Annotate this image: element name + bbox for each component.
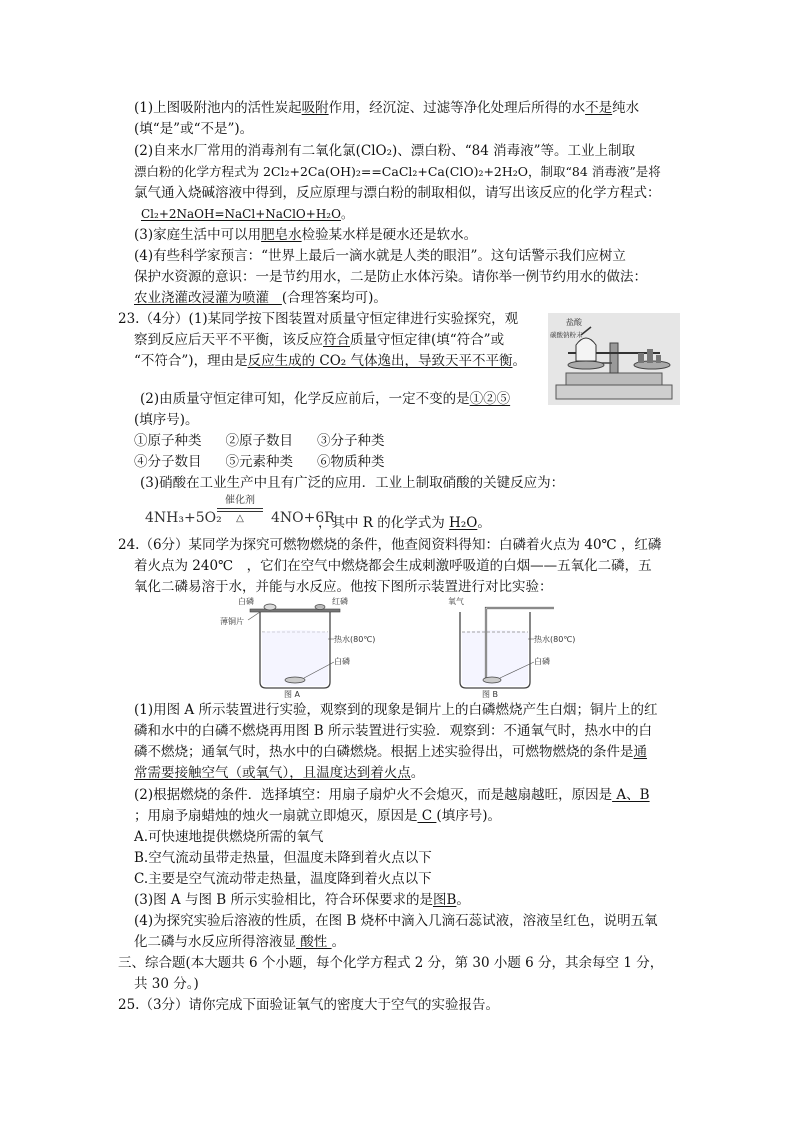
catalyst-label: 催化剂 — [225, 495, 255, 506]
q24-part1-line3: 磷不燃烧；通氧气时，热水中的白磷燃烧。根据上述实验得出，可燃物燃烧的条件是通 — [134, 744, 647, 760]
svg-text:红磷: 红磷 — [332, 597, 348, 606]
q24-part1-line4: 常需要接触空气（或氧气），且温度达到着火点。 — [134, 765, 425, 781]
svg-text:白磷: 白磷 — [334, 657, 350, 666]
section-3-heading-line1: 三、综合题(本大题共 6 个小题，每个化学方程式 2 分，第 30 小题 6 分，其余每空 1 分， — [118, 955, 664, 971]
answer: H₂O — [449, 515, 478, 531]
svg-text:白磷: 白磷 — [238, 597, 254, 606]
answer: C — [417, 808, 437, 824]
q25-line1: 25.（3分）请你完成下面验证氧气的密度大于空气的实验报告。 — [118, 997, 500, 1013]
q24-option-a: A.可快速地提供燃烧所需的氧气 — [134, 829, 324, 845]
q24-part2-line2: ；用扇予扇蜡烛的烛火一扇就立即熄灭，原因是 C (填序号)。 — [134, 808, 501, 824]
answer: 吸附 — [301, 100, 329, 116]
equation-arrow — [215, 495, 265, 531]
equation-right: 4NO+6R — [271, 510, 335, 526]
svg-text:热水(80℃): 热水(80℃) — [534, 635, 576, 644]
q23-options-row2: ④分子数目 ⑤元素种类 ⑥物质种类 — [134, 454, 385, 470]
svg-text:氧气: 氧气 — [448, 597, 464, 606]
q22-part4-answer: 农业浇灌改浸灌为喷灌 (合理答案均可)。 — [134, 290, 387, 306]
answer: 不是 — [585, 100, 613, 116]
q24-part3: (3)图 A 与图 B 所示实验相比，符合环保要求的是图B。 — [134, 892, 470, 908]
q24-part2-line1: (2)根据燃烧的条件．选择填空：用扇子扇炉火不会熄灭，而是越扇越旺，原因是 A、B — [134, 787, 650, 803]
answer: 通 — [633, 744, 647, 760]
q24-line1: 24.（6分）某同学为探究可燃物燃烧的条件，他查阅资料得知：白磷着火点为 40℃ ，红磷 — [118, 537, 662, 553]
q24-part4-line2: 化二磷与水反应所得溶液显 酸性 。 — [134, 934, 346, 950]
q24-part1-line1: (1)用图 A 所示装置进行实验，观察到的现象是铜片上的白磷燃烧产生白烟；铜片上的红 — [134, 702, 658, 718]
q23-line1: 23.（4分）(1)某同学按下图装置对质量守恒定律进行实验探究，观 — [118, 311, 519, 327]
q23-line3: “不符合”)，理由是反应生成的 CO₂ 气体逸出，导致天平不平衡。 — [134, 353, 526, 369]
svg-text:薄铜片: 薄铜片 — [220, 617, 244, 626]
q24-line2: 着火点为 240℃ ，它们在空气中燃烧都会生成刺激呼吸道的白烟——五氧化二磷，五 — [134, 558, 652, 574]
combustion-figures — [220, 596, 580, 700]
svg-text:图 B: 图 B — [482, 690, 499, 699]
q23-part2-line2: (填序号)。 — [134, 412, 199, 428]
heat-symbol: △ — [236, 513, 244, 524]
q23-line2: 察到反应后天平不平衡，该反应符合质量守恒定律(填“符合”或 — [134, 332, 505, 348]
q23-part3-line1: (3)硝酸在工业生产中且有广泛的应用．工业上制取硝酸的关键反应为： — [140, 475, 565, 491]
svg-text:热水(80℃): 热水(80℃) — [334, 635, 376, 644]
sodium-carbonate-label: 碳酸钠粉末 — [550, 331, 583, 339]
answer: 常需要接触空气（或氧气），且温度达到着火点 — [134, 765, 411, 781]
section-3-heading-line2: 共 30 分。) — [134, 976, 199, 992]
svg-text:图 A: 图 A — [284, 690, 301, 699]
answer: Cl₂+2NaOH=NaCl+NaClO+H₂O — [141, 207, 341, 221]
q22-part2-line2: 漂白粉的化学方程式为 2Cl₂+2Ca(OH)₂==CaCl₂+Ca(ClO)₂+2H₂O，制取“84 消毒液”是将 — [134, 164, 661, 179]
answer: 肥皂水 — [261, 227, 302, 243]
answer: 图B — [432, 892, 457, 908]
q22-part2-line1: (2)自来水厂常用的消毒剂有二氧化氯(ClO₂)、漂白粉、“84 消毒液”等。工业上制取 — [134, 143, 636, 159]
figure-a — [220, 596, 375, 699]
q23-part2: (2)由质量守恒定律可知，化学反应前后，一定不变的是①②⑤ — [140, 391, 511, 407]
answer: 反应生成的 CO₂ 气体逸出，导致天平不平衡 — [247, 353, 513, 369]
q22-part2-answer: Cl₂+2NaOH=NaCl+NaClO+H₂O。 — [141, 207, 353, 221]
answer: 农业浇灌改浸灌为喷灌 — [134, 290, 269, 306]
q22-part1-line1: (1)上图吸附池内的活性炭起吸附作用，经沉淀、过滤等净化处理后所得的水不是纯水 — [134, 100, 640, 116]
q23-options-row1: ①原子种类 ②原子数目 ③分子种类 — [134, 433, 385, 449]
equation-left: 4NH₃+5O₂ — [145, 510, 222, 526]
answer: 酸性 — [296, 934, 332, 950]
hydrochloric-acid-label: 盐酸 — [566, 318, 582, 327]
answer: ①②⑤ — [469, 391, 511, 407]
q22-part4-line2: 保护水资源的意识：一是节约用水，二是防止水体污染。请你举一例节约用水的做法： — [134, 269, 647, 285]
q24-part1-line2: 磷和水中的白磷不燃烧再用图 B 所示装置进行实验．观察到：不通氧气时，热水中的白 — [134, 723, 653, 739]
q24-option-c: C.主要是空气流动带走热量，温度降到着火点以下 — [134, 871, 432, 887]
q22-part3: (3)家庭生活中可以用肥皂水检验某水样是硬水还是软水。 — [134, 227, 478, 243]
q24-line3: 氧化二磷易溶于水，并能与水反应。他按下图所示装置进行对比实验： — [134, 579, 553, 595]
q23-part3-answer: ，其中 R 的化学式为 H₂O。 — [318, 515, 491, 531]
answer: 符合 — [323, 332, 350, 348]
q22-part1-line2: (填“是”或“不是”)。 — [134, 121, 254, 137]
figure-b — [448, 596, 575, 699]
q24-option-b: B.空气流动虽带走热量，但温度未降到着火点以下 — [134, 850, 432, 866]
answer: A、B — [612, 787, 650, 803]
q22-part4-line1: (4)有些科学家预言：“世界上最后一滴水就是人类的眼泪”。这句话警示我们应树立 — [134, 248, 626, 264]
q22-part2-line3: 氯气通入烧碱溶液中得到，反应原理与漂白粉的制取相似，请写出该反应的化学方程式： — [134, 185, 661, 201]
svg-text:白磷: 白磷 — [534, 657, 550, 666]
balance-figure — [548, 313, 680, 405]
q24-part4-line1: (4)为探究实验后溶液的性质，在图 B 烧杯中滴入几滴石蕊试液，溶液呈红色，说明五氧 — [134, 913, 658, 929]
